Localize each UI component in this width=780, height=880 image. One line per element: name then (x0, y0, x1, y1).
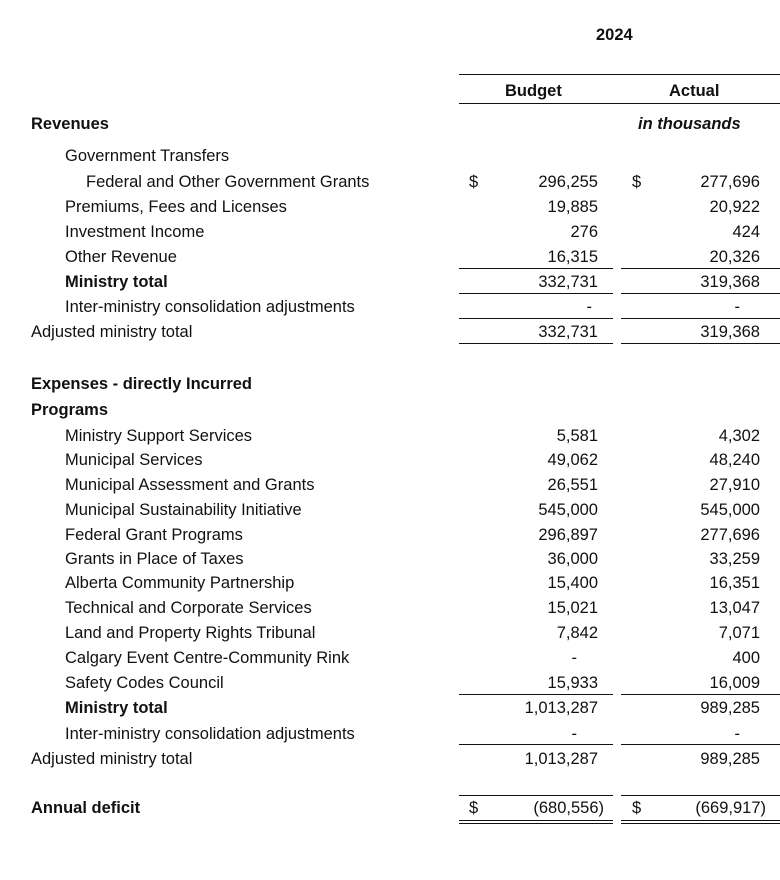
budget-value: 15,400 (547, 574, 598, 592)
actual-value: 7,071 (718, 624, 760, 642)
budget-value: 332,731 (538, 323, 598, 341)
actual-value: 16,009 (709, 674, 760, 692)
actual-value: 20,922 (709, 198, 760, 216)
row-label: Federal Grant Programs (65, 526, 243, 544)
row-label: Technical and Corporate Services (65, 599, 312, 617)
row-label: Municipal Assessment and Grants (65, 476, 315, 494)
row-label: Annual deficit (31, 799, 141, 817)
subtotal-rule (621, 268, 780, 269)
budget-value: 15,933 (547, 674, 598, 692)
subtotal-rule (459, 318, 613, 319)
row-label: Grants in Place of Taxes (65, 550, 244, 568)
budget-value: 276 (570, 223, 598, 241)
dollar-sign: $ (632, 799, 642, 817)
revenues-heading: Revenues (31, 115, 109, 133)
budget-value: 7,842 (556, 624, 598, 642)
budget-value: 49,062 (547, 451, 598, 469)
year-header: 2024 (596, 26, 633, 44)
actual-value: 277,696 (700, 526, 760, 544)
double-underline-rule (459, 820, 613, 821)
budget-value: 26,551 (547, 476, 598, 494)
budget-value: (680,556) (533, 799, 604, 817)
actual-value: - (734, 298, 740, 316)
actual-value: 989,285 (700, 699, 760, 717)
budget-value: 36,000 (547, 550, 598, 568)
row-label: Calgary Event Centre-Community Rink (65, 649, 350, 667)
subtotal-rule (459, 694, 613, 695)
row-label: Safety Codes Council (65, 674, 224, 692)
total-rule (621, 343, 780, 344)
actual-value: 319,368 (700, 323, 760, 341)
row-label: Premiums, Fees and Licenses (65, 198, 287, 216)
subtotal-rule (459, 744, 613, 745)
units-label: in thousands (638, 115, 741, 133)
row-label: Adjusted ministry total (31, 750, 193, 768)
actual-value: 13,047 (709, 599, 760, 617)
budget-value: 332,731 (538, 273, 598, 291)
budget-value: - (571, 725, 577, 743)
budget-value: 545,000 (538, 501, 598, 519)
row-label: Land and Property Rights Tribunal (65, 624, 316, 642)
subtotal-rule (459, 268, 613, 269)
subtotal-rule (621, 318, 780, 319)
dollar-sign: $ (469, 799, 479, 817)
government-transfers-label: Government Transfers (65, 147, 230, 165)
actual-value: 400 (732, 649, 760, 667)
row-label: Adjusted ministry total (31, 323, 193, 341)
budget-value: 1,013,287 (524, 699, 598, 717)
double-underline-rule (621, 823, 780, 824)
double-underline-rule (621, 820, 780, 821)
actual-value: 4,302 (718, 427, 760, 445)
deficit-top-rule (621, 795, 780, 796)
actual-value: 424 (732, 223, 760, 241)
budget-value: 5,581 (556, 427, 598, 445)
actual-value: 48,240 (709, 451, 760, 469)
budget-value: - (571, 649, 577, 667)
double-underline-rule (459, 823, 613, 824)
total-rule (459, 293, 613, 294)
actual-value: 319,368 (700, 273, 760, 291)
actual-value: 20,326 (709, 248, 760, 266)
budget-value: 296,255 (538, 173, 598, 191)
dollar-sign: $ (469, 173, 479, 191)
dollar-sign: $ (632, 173, 642, 191)
row-label: Alberta Community Partnership (65, 574, 295, 592)
row-label: Municipal Services (65, 451, 203, 469)
actual-value: (669,917) (695, 799, 766, 817)
actual-value: 989,285 (700, 750, 760, 768)
actual-value: 277,696 (700, 173, 760, 191)
deficit-top-rule (459, 795, 613, 796)
row-label: Municipal Sustainability Initiative (65, 501, 302, 519)
row-label: Other Revenue (65, 248, 177, 266)
expenses-heading: Expenses - directly Incurred (31, 375, 253, 393)
subtotal-rule (621, 744, 780, 745)
actual-value: 545,000 (700, 501, 760, 519)
row-label: Ministry Support Services (65, 427, 253, 445)
budget-value: 16,315 (547, 248, 598, 266)
header-rule (459, 74, 780, 75)
subtotal-rule (621, 694, 780, 695)
header-underline (459, 103, 780, 104)
actual-column-header: Actual (669, 82, 720, 100)
actual-value: 16,351 (709, 574, 760, 592)
actual-value: 33,259 (709, 550, 760, 568)
budget-value: - (586, 298, 592, 316)
row-label: Investment Income (65, 223, 205, 241)
row-label: Ministry total (65, 699, 168, 717)
programs-heading: Programs (31, 401, 109, 419)
row-label: Ministry total (65, 273, 168, 291)
row-label: Federal and Other Government Grants (86, 173, 370, 191)
budget-value: 296,897 (538, 526, 598, 544)
row-label: Inter-ministry consolidation adjustments (65, 725, 355, 743)
total-rule (459, 343, 613, 344)
total-rule (621, 293, 780, 294)
budget-value: 19,885 (547, 198, 598, 216)
budget-value: 1,013,287 (524, 750, 598, 768)
row-label: Inter-ministry consolidation adjustments (65, 298, 355, 316)
actual-value: 27,910 (709, 476, 760, 494)
budget-column-header: Budget (505, 82, 562, 100)
budget-value: 15,021 (547, 599, 598, 617)
actual-value: - (734, 725, 740, 743)
